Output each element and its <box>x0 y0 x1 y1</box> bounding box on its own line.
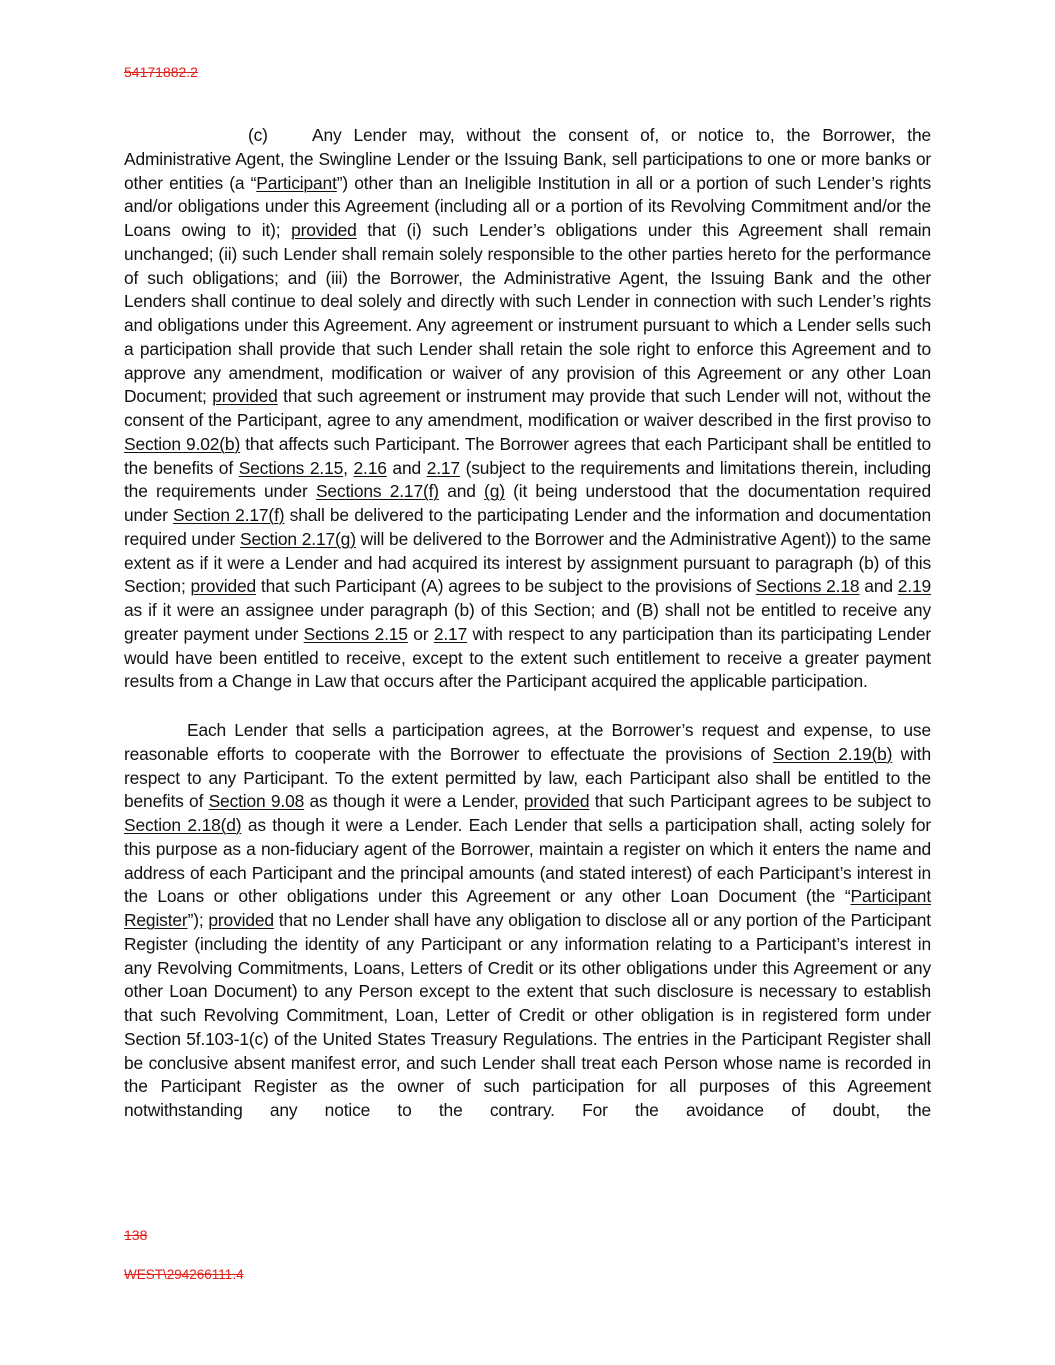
underlined-reference: Sections 2.17(f) <box>315 481 439 502</box>
text-run: that (i) such Lender’s obligations under this Agreement shall remain unchanged; (ii) such Lender shall remain solely responsible to the other parties hereto for the performance of such obligations; and (iii) the Borrower, the Administrative Agent, the Issuing Bank and the other Lenders shall continue to deal solely and directly with such Lender in connection with such Lender’s rights and obligations under this Agreement. Any agreement or instrument pursuant to which a Lender sells such a participation shall provide that such Lender shall retain the sole right to enforce this Agreement and to approve any amendment, modification or waiver of any provision of this Agreement or any other Loan Document; <box>124 220 931 407</box>
text-run: as though it were a Lender, <box>304 791 524 812</box>
text-run: (it being understood that the documentation required under <box>124 481 931 525</box>
underlined-reference: 2.16 <box>353 457 387 478</box>
text-run: and <box>386 457 427 478</box>
text-run: that such agreement or instrument may provide that such Lender will not, without the consent of the Participant, agree to any amendment, modification or waiver described in the first proviso to <box>124 386 931 430</box>
text-run: and <box>859 576 898 597</box>
text-run: (subject to the requirements and limitations therein, including the requirements under <box>124 457 932 502</box>
participant-register-paragraph <box>124 719 931 1123</box>
text-run: Each Lender that sells a participation agrees, at the Borrower’s request and expense, to use reasonable efforts to cooperate with the Borrower to effectuate the provisions of <box>124 720 931 764</box>
text-run: that such Participant (A) agrees to be subject to the provisions of <box>256 576 756 597</box>
text-run: as if it were an assignee under paragraph (b) of this Section; and (B) shall not be entitled to receive any greater payment under <box>124 600 931 644</box>
page-number: 138 <box>124 1227 148 1243</box>
text-run: or <box>407 623 434 644</box>
body-text <box>124 124 931 1123</box>
underlined-reference: provided <box>291 220 357 240</box>
text-run: will be delivered to the Borrower and the Administrative Agent)) to the same extent as if it were a Lender and had acquired its interest by assignment pursuant to paragraph (b) of this Section; <box>124 528 931 597</box>
text-run: and <box>438 481 485 502</box>
underlined-reference: 2.17 <box>433 623 468 644</box>
underlined-reference: Section 2.17(f) <box>172 505 285 525</box>
text-run: with respect to any participation than its participating Lender would have been entitled to receive, except to the extent such entitlement to receive a greater payment results from a Change in Law that occurs after the Participant acquired the applicable participation. <box>124 623 931 692</box>
underlined-reference: Sections 2.15 <box>238 457 344 478</box>
clause-label: (c) <box>248 125 268 145</box>
underlined-reference: provided <box>208 910 274 930</box>
underlined-reference: Participant Register <box>124 886 931 930</box>
underlined-reference: Section 9.08 <box>208 791 305 812</box>
text-run: that no Lender shall have any obligation to disclose all or any portion of the Participant Register (including the identity of any Participant or any information relating to a Participant’s interest in any Revolving Commitments, Loans, Letters of Credit or its other obligations under this Agreement or any other Loan Document) to any Person except to the extent that such disclosure is necessary to establish that such Revolving Commitment, Loan, Letter of Credit or other obligation is in registered form under Section 5f.103-1(c) of the United States Treasury Regulations. The entries in the Participant Register shall be conclusive absent manifest error, and such Lender shall treat each Person whose name is recorded in the Participant Register as the owner of such participation for all purposes of this Agreement notwithstanding any notice to the contrary. For the avoidance of doubt, the <box>124 910 931 1120</box>
underlined-reference: provided <box>212 386 278 407</box>
underlined-reference: Sections 2.18 <box>755 576 860 597</box>
underlined-reference: Section 2.17(g) <box>240 528 356 549</box>
text-run: , <box>343 457 354 478</box>
text-run: ”); <box>187 910 209 930</box>
text-run: as though it were a Lender. Each Lender that sells a participation shall, acting solely for this purpose as a non-fiduciary agent of the Borrower, maintain a register on which it enters the name and address of each Participant and the principal amounts (and stated interest) of each Participant’s interest in the Loans or other obligations under this Agreement or any other Loan Document (the “ <box>124 815 931 907</box>
underlined-reference: provided <box>190 576 257 597</box>
footer-document-id: WEST\294266111.4 <box>124 1267 244 1282</box>
underlined-reference: Section 9.02(b) <box>124 433 241 454</box>
text-run: shall be delivered to the participating Lender and the information and documentation required under <box>124 505 931 549</box>
document-number: 54171882.2 <box>124 64 198 80</box>
underlined-reference: Section 2.19(b) <box>772 743 893 764</box>
text-run: that affects such Participant. The Borrower agrees that each Participant shall be entitled to the benefits of <box>124 433 931 478</box>
section-c-paragraph <box>124 124 931 694</box>
underlined-reference: 2.19 <box>897 576 931 597</box>
text-run: Any Lender may, without the consent of, or notice to, the Borrower, the Administrative Agent, the Swingline Lender or the Issuing Bank, sell participations to one or more banks or other entities (a “ <box>124 125 931 193</box>
underlined-reference: Sections 2.15 <box>303 623 408 644</box>
text-run: ”) other than an Ineligible Institution in all or a portion of such Lender’s rights and/or obligations under this Agreement (including all or a portion of its Revolving Commitment and/or the Loans owing to it); <box>124 172 931 240</box>
underlined-reference: Section 2.18(d) <box>124 815 242 835</box>
text-run: with respect to any Participant. To the extent permitted by law, each Participant also shall be entitled to the benefits of <box>124 743 931 812</box>
text-run: that such Participant agrees to be subject to <box>589 791 931 812</box>
underlined-reference: 2.17 <box>426 457 460 478</box>
underlined-reference: provided <box>523 791 590 812</box>
underlined-reference: Participant <box>256 172 337 193</box>
underlined-reference: (g) <box>484 481 505 502</box>
